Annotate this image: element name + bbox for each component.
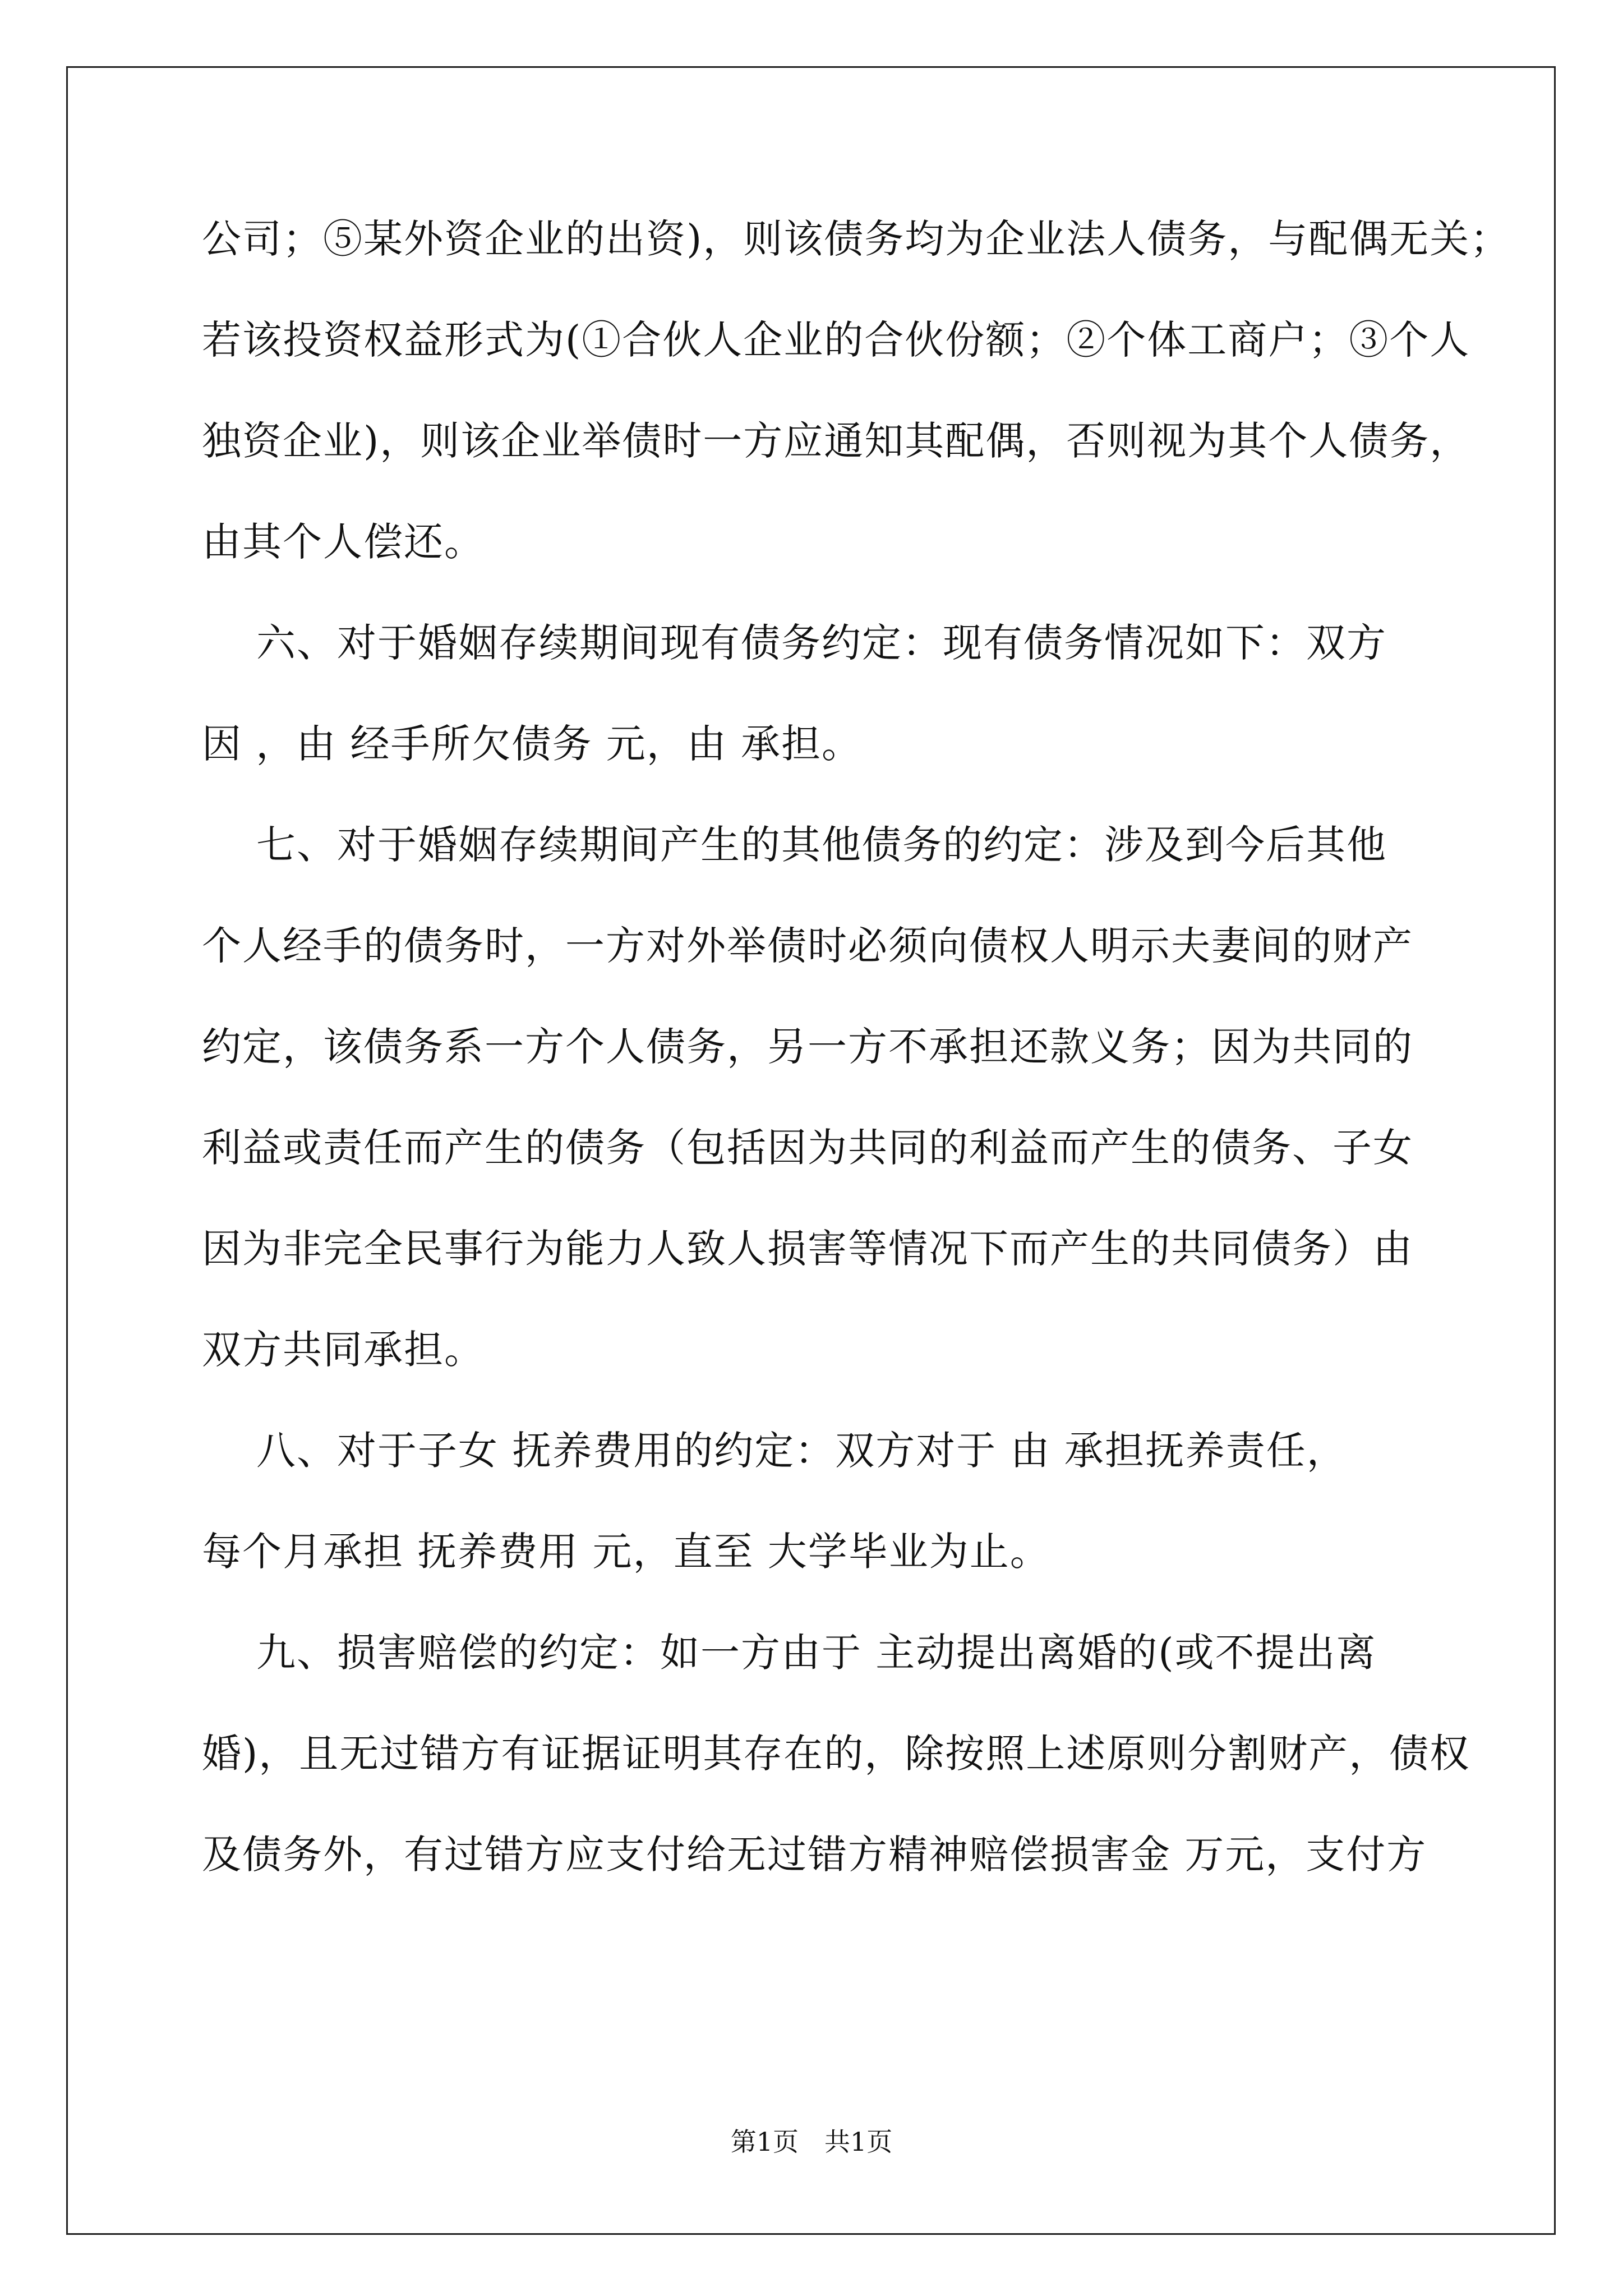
text-line: 个人经手的债务时，一方对外举债时必须向债权人明示夫妻间的财产 [202, 923, 1413, 969]
text-line: 因 ，由 经手所欠债务 元，由 承担。 [202, 721, 863, 767]
text-line: 九、损害赔偿的约定：如一方由于 主动提出离婚的(或不提出离 [202, 1630, 1377, 1676]
text-line: 八、对于子女 抚养费用的约定：双方对于 由 承担抚养责任， [202, 1428, 1347, 1474]
text-line: 七、对于婚姻存续期间产生的其他债务的约定：涉及到今后其他 [202, 822, 1387, 868]
text-line: 独资企业)，则该企业举债时一方应通知其配偶，否则视为其个人债务， [202, 418, 1470, 464]
text-line: 若该投资权益形式为(①合伙人企业的合伙份额；②个体工商户；③个人 [202, 317, 1470, 363]
text-line: 由其个人偿还。 [202, 519, 485, 565]
text-line: 婚)，且无过错方有证据证明其存在的，除按照上述原则分割财产，债权 [202, 1731, 1470, 1777]
text-line: 公司；⑤某外资企业的出资)，则该债务均为企业法人债务，与配偶无关； [202, 216, 1511, 262]
text-line: 六、对于婚姻存续期间现有债务约定：现有债务情况如下：双方 [202, 620, 1387, 666]
text-line: 双方共同承担。 [202, 1327, 485, 1373]
text-line: 利益或责任而产生的债务（包括因为共同的利益而产生的债务、子女 [202, 1125, 1413, 1171]
text-line: 及债务外，有过错方应支付给无过错方精神赔偿损害金 万元，支付方 [202, 1832, 1427, 1878]
text-line: 因为非完全民事行为能力人致人损害等情况下而产生的共同债务）由 [202, 1226, 1413, 1272]
text-line: 约定，该债务系一方个人债务，另一方不承担还款义务；因为共同的 [202, 1024, 1413, 1070]
text-line: 每个月承担 抚养费用 元，直至 大学毕业为止。 [202, 1529, 1050, 1575]
document-body [202, 213, 1511, 1880]
page-number-footer: 第1页 共1页 [730, 2127, 893, 2157]
